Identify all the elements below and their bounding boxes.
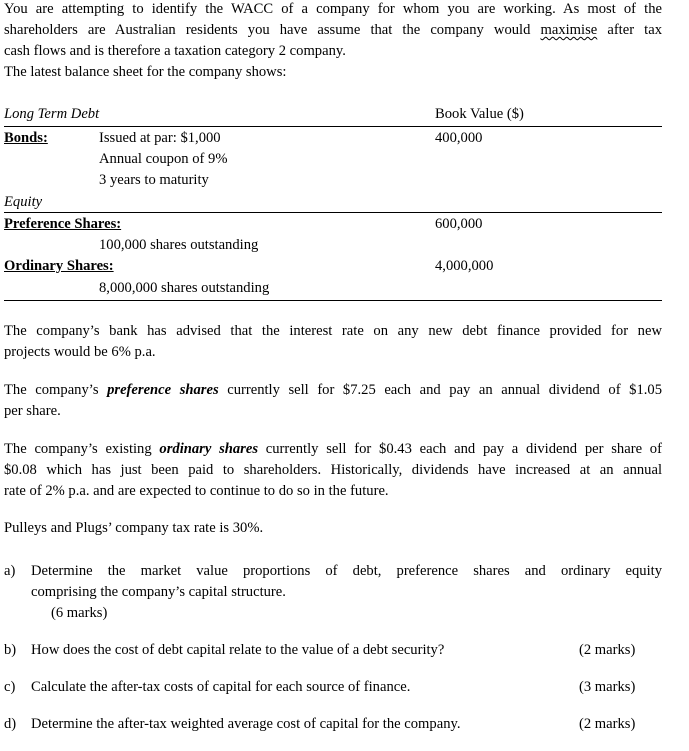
preference-paragraph-a: The company’s [4,382,99,398]
question-a-line-2: comprising the company’s capital structure. [31,584,286,600]
intro-line-2-end: after tax [607,22,662,38]
intro-line-4: The latest balance sheet for the company shows: [4,64,287,80]
ordinary-paragraph-line-3: rate of 2% p.a. and are expected to continue to do so in the future. [4,483,389,499]
intro-line-3: cash flows and is therefore a taxation category 2 company. [4,43,346,59]
maximise-word: maximise [540,22,598,38]
bonds-detail-1: Issued at par: $1,000 [99,130,221,146]
divider-equity [4,212,662,213]
intro-line-1: You are attempting to identify the WACC of a company for whom you are working. As most of the [4,1,662,17]
ordinary-paragraph-a: The company’s existing [4,441,152,457]
bonds-label: Bonds: [4,130,48,146]
question-a-marks: (6 marks) [51,605,108,621]
question-a-line-1: Determine the market value proportions of debt, preference shares and ordinary equity [31,563,662,579]
ordinary-paragraph-c: currently sell for $0.43 each and pay a dividend per share of [265,441,662,457]
preference-shares-detail: 100,000 shares outstanding [99,237,259,253]
question-b-marks: (2 marks) [579,642,636,658]
bank-line-1: The company’s bank has advised that the interest rate on any new debt finance provided for new [4,323,662,339]
preference-paragraph-line-1 [4,380,662,401]
question-b-letter: b) [4,642,17,658]
divider-top [4,126,662,127]
preference-paragraph-c: currently sell for $7.25 each and pay an annual dividend of $1.05 [227,382,662,398]
question-c-marks: (3 marks) [579,679,636,695]
bonds-detail-3: 3 years to maturity [99,172,209,188]
book-value-header: Book Value ($) [435,106,524,122]
divider-bottom [4,300,662,301]
ordinary-shares-detail: 8,000,000 shares outstanding [99,280,270,296]
ordinary-shares-label: Ordinary Shares: [4,258,114,274]
question-a-letter: a) [4,563,16,579]
question-b-text: How does the cost of debt capital relate to the value of a debt security? [31,642,445,658]
ordinary-shares-value: 4,000,000 [435,258,494,274]
question-c-text: Calculate the after-tax costs of capital for each source of finance. [31,679,411,695]
ordinary-paragraph-line-1 [4,439,662,460]
question-d-letter: d) [4,716,17,732]
ordinary-shares-emphasis: ordinary shares [159,441,259,457]
tax-rate-statement: Pulleys and Plugs’ company tax rate is 30%. [4,520,264,536]
question-d-text: Determine the after-tax weighted average cost of capital for the company. [31,716,461,732]
bonds-detail-2: Annual coupon of 9% [99,151,228,167]
intro-line-2-text: shareholders are Australian residents you have assume that the company would [4,22,531,38]
intro-line-2 [4,20,662,41]
preference-shares-value: 600,000 [435,216,483,232]
preference-shares-label: Preference Shares: [4,216,122,232]
preference-paragraph-line-2: per share. [4,403,61,419]
long-term-debt-heading: Long Term Debt [4,106,100,122]
preference-shares-emphasis: preference shares [107,382,219,398]
bonds-value: 400,000 [435,130,483,146]
equity-heading: Equity [4,194,43,210]
ordinary-paragraph-line-2: $0.08 which has just been paid to shareholders. Historically, dividends have increased at an annual [4,462,662,478]
bank-line-2: projects would be 6% p.a. [4,344,156,360]
question-d-marks: (2 marks) [579,716,636,732]
question-c-letter: c) [4,679,16,695]
